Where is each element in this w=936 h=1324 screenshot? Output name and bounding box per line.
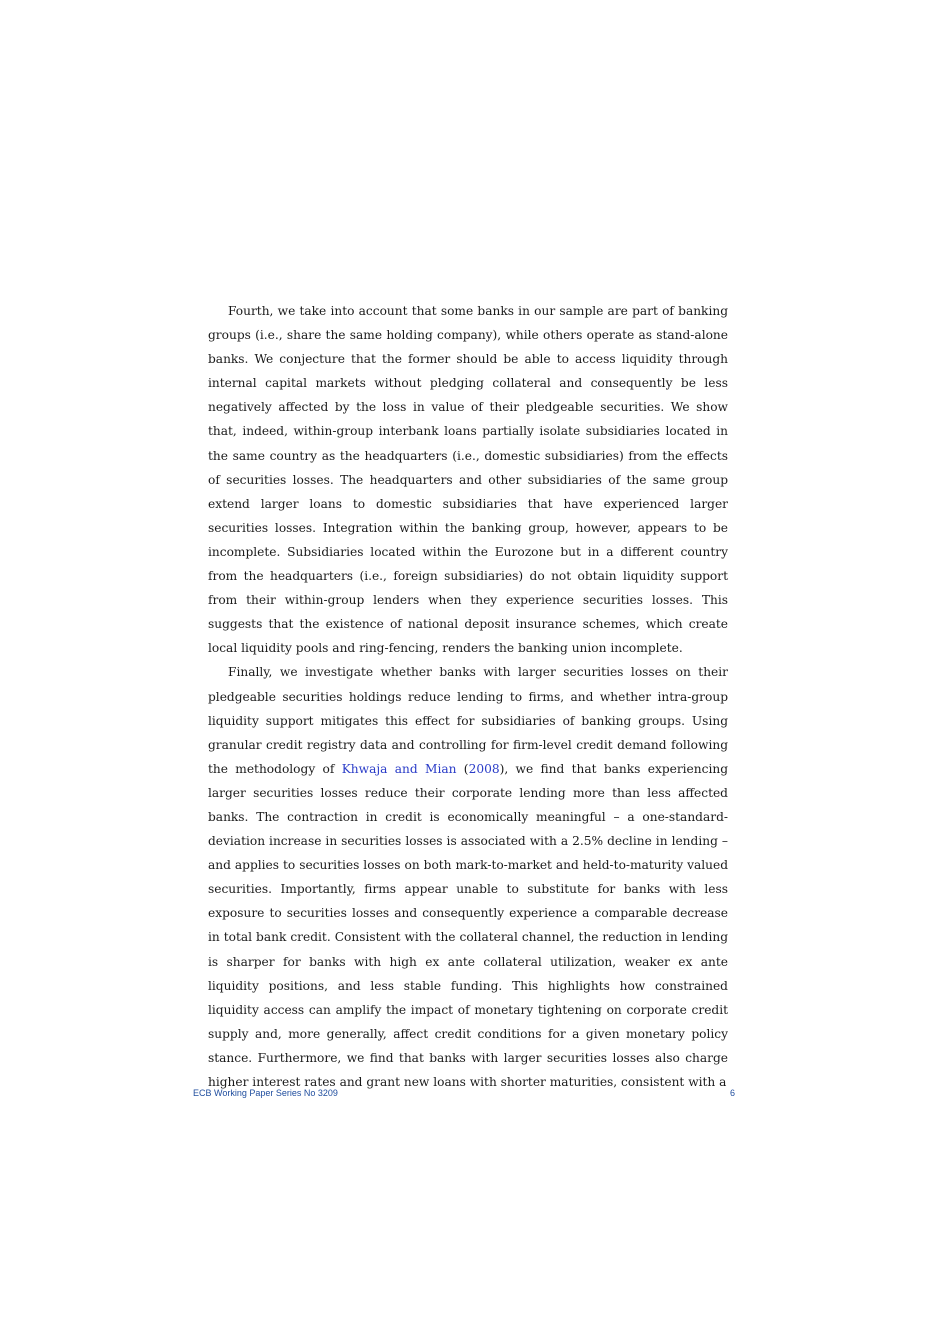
page-footer	[193, 1088, 735, 1102]
body-text	[208, 299, 728, 1094]
paragraph-finally	[208, 660, 728, 1094]
paragraph-fourth	[208, 299, 728, 660]
paragraph-fourth-text: Fourth, we take into account that some banks in our sample are part of banking groups (i.e., share the same holding company), while others operate as stand-alone banks. We conjecture that the former should be able to access liquidity through internal capital markets without pledging collateral and consequently be less negatively affected by the loss in value of their pledgeable securities. We show that, indeed, within-group interbank loans partially isolate subsidiaries located in the same country as the headquarters (i.e., domestic subsidiaries) from the effects of securities losses. The headquarters and other subsidiaries of the same group extend larger loans to domestic subsidiaries that have experienced larger securities losses. Integration within the banking group, however, appears to be incomplete. Subsidiaries located within the Eurozone but in a different country from the headquarters (i.e., foreign subsidiaries) do not obtain liquidity support from their within-group lenders when they experience securities losses. This suggests that the existence of national deposit insurance schemes, which create local liquidity pools and ring-fencing, renders the banking union incomplete.	[208, 304, 728, 656]
paragraph-finally-text-start: Finally, we investigate whether banks with larger securities losses on their pledgeable securities holdings reduce lending to firms, and whether intra-group liquidity support mitigates this effect for subsidiaries of banking groups. Using granular credit registry data and controlling for firm-level credit demand following the methodology of	[208, 665, 728, 776]
footer-series-title: ECB Working Paper Series No 3209	[193, 1088, 338, 1098]
footer-page-number: 6	[729, 1088, 735, 1098]
citation-link-authors[interactable]: Khwaja and Mian	[341, 761, 457, 776]
paragraph-finally-text-end: ), we find that banks experiencing larger securities losses reduce their corporate lending more than less affected banks. The contraction in credit is economically meaningful – a one-standard-deviation increase in securities losses is associated with a 2.5% decline in lending – and applies to securities losses on both mark-to-market and held-to-maturity valued securities. Importantly, firms appear unable to substitute for banks with less exposure to securities losses and consequently experience a comparable decrease in total bank credit. Consistent with the collateral channel, the reduction in lending is sharper for banks with high ex ante collateral utilization, weaker ex ante liquidity positions, and less stable funding. This highlights how constrained liquidity access can amplify the impact of monetary tightening on corporate credit supply and, more generally, affect credit conditions for a given monetary policy stance. Furthermore, we find that banks with larger securities losses also charge higher interest rates and grant new loans with shorter maturities, consistent with a	[208, 761, 728, 1089]
citation-link-year[interactable]: 2008	[468, 761, 500, 776]
citation-paren-open: (	[456, 761, 469, 776]
